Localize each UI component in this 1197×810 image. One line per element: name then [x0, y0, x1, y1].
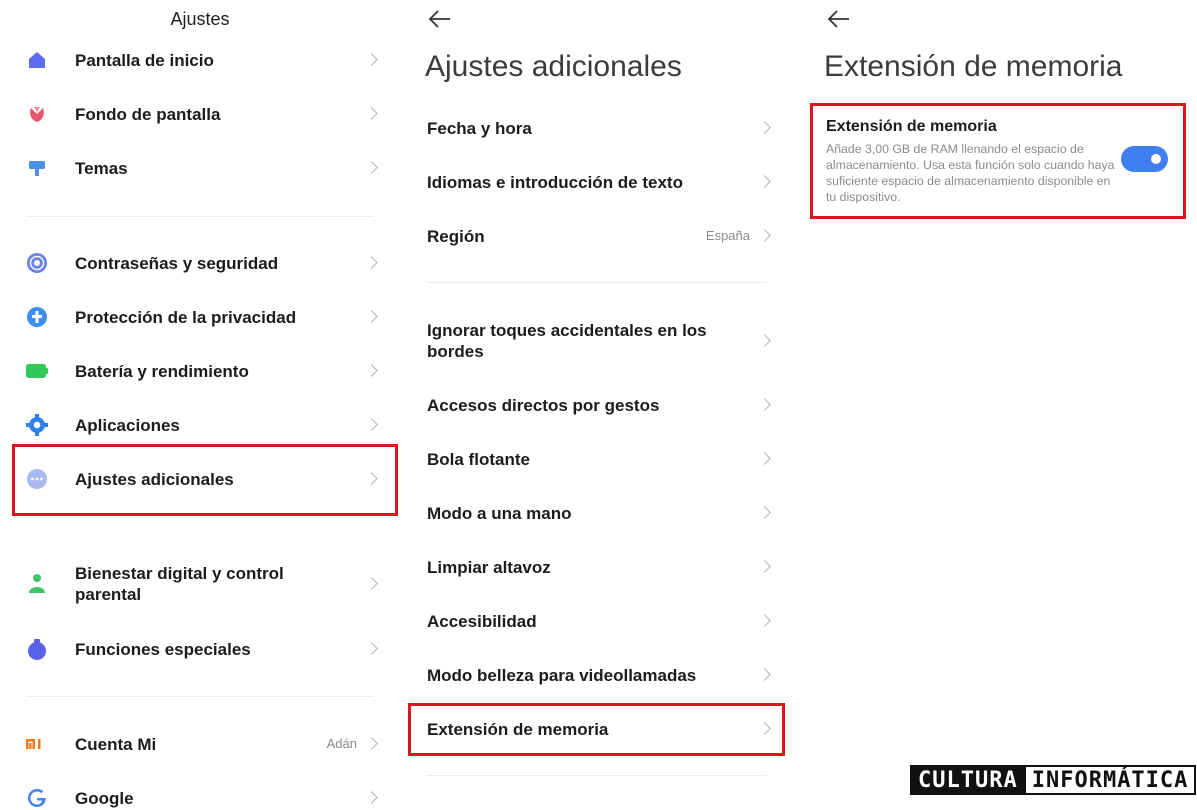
- brand-logo: [910, 765, 1196, 795]
- setting-description: Añade 3,00 GB de RAM llenando el espacio de almacenamiento. Usa esta función solo cuando haya suficiente espacio de almacenamiento disponible en tu dispositivo.: [826, 142, 1115, 204]
- settings-item-label: Extensión de memoria: [427, 719, 609, 739]
- chevron-right-icon: [365, 256, 378, 269]
- chevron-right-icon: [365, 737, 378, 750]
- settings-item-privacy[interactable]: [0, 305, 400, 329]
- settings-item-region[interactable]: [400, 224, 795, 248]
- divider: [427, 282, 767, 283]
- google-icon: [26, 787, 48, 809]
- settings-item-wallpaper[interactable]: [0, 102, 400, 126]
- settings-item-label: Ignorar toques accidentales en los bordes: [427, 321, 707, 361]
- settings-item-label: Bienestar digital y control parental: [75, 564, 284, 604]
- highlight-box: [810, 103, 1186, 219]
- chevron-right-icon: [758, 229, 771, 242]
- settings-item-apps[interactable]: [0, 413, 400, 437]
- security-target-icon: [26, 252, 48, 274]
- highlight-box: [12, 444, 398, 516]
- region-value: España: [705, 228, 750, 243]
- special-features-icon: [26, 638, 48, 660]
- settings-item-google[interactable]: [0, 786, 400, 810]
- memory-extension-panel: [795, 0, 1197, 803]
- settings-item-label: Contraseñas y seguridad: [75, 253, 279, 273]
- settings-item-passwords-security[interactable]: [0, 251, 400, 275]
- settings-item-label: Región: [427, 226, 485, 246]
- settings-item-label: Funciones especiales: [75, 639, 251, 659]
- chevron-right-icon: [365, 53, 378, 66]
- settings-item-label: Fecha y hora: [427, 118, 532, 138]
- wellbeing-person-icon: [26, 573, 48, 595]
- settings-item-floating-ball[interactable]: [400, 447, 795, 471]
- settings-item-themes[interactable]: [0, 156, 400, 180]
- chevron-right-icon: [758, 668, 771, 681]
- settings-item-label: Batería y rendimiento: [75, 361, 249, 381]
- chevron-right-icon: [758, 560, 771, 573]
- divider: [26, 696, 374, 697]
- chevron-right-icon: [758, 334, 771, 347]
- back-arrow-icon[interactable]: [428, 8, 452, 30]
- settings-item-ignore-edge-touches[interactable]: [400, 320, 795, 362]
- chevron-right-icon: [365, 418, 378, 431]
- back-arrow-icon[interactable]: [827, 8, 851, 30]
- highlight-box: [408, 703, 785, 756]
- settings-item-mi-account[interactable]: [0, 732, 400, 756]
- settings-item-one-handed-mode[interactable]: [400, 501, 795, 525]
- additional-settings-panel: [400, 0, 795, 803]
- chevron-right-icon: [365, 577, 378, 590]
- page-title: Ajustes: [170, 9, 230, 29]
- chevron-right-icon: [758, 175, 771, 188]
- chevron-right-icon: [365, 107, 378, 120]
- settings-item-label: Idiomas e introducción de texto: [427, 172, 683, 192]
- chevron-right-icon: [365, 364, 378, 377]
- brand-part-1: CULTURA: [910, 765, 1026, 795]
- settings-item-label: Aplicaciones: [75, 415, 180, 435]
- page-title: Ajustes adicionales: [425, 50, 682, 83]
- battery-icon: [26, 360, 48, 382]
- settings-item-label: Protección de la privacidad: [75, 307, 297, 327]
- settings-item-label: Limpiar altavoz: [427, 557, 551, 577]
- settings-item-label: Accesos directos por gestos: [427, 395, 660, 415]
- settings-item-special-features[interactable]: [0, 637, 400, 661]
- settings-item-label: Ajustes adicionales: [75, 469, 234, 489]
- settings-item-accessibility[interactable]: [400, 609, 795, 633]
- chevron-right-icon: [365, 791, 378, 804]
- settings-panel: [0, 0, 400, 808]
- chevron-right-icon: [758, 121, 771, 134]
- setting-title: Extensión de memoria: [826, 118, 997, 135]
- chevron-right-icon: [758, 614, 771, 627]
- chevron-right-icon: [758, 452, 771, 465]
- chevron-right-icon: [758, 398, 771, 411]
- settings-item-label: Pantalla de inicio: [75, 50, 214, 70]
- settings-item-date-time[interactable]: [400, 116, 795, 140]
- chevron-right-icon: [365, 310, 378, 323]
- settings-item-label: Cuenta Mi: [75, 734, 157, 754]
- settings-item-label: Modo a una mano: [427, 503, 572, 523]
- settings-item-label: Bola flotante: [427, 449, 530, 469]
- settings-item-label: Google: [75, 788, 134, 808]
- settings-item-battery[interactable]: [0, 359, 400, 383]
- apps-gear-icon: [26, 414, 48, 436]
- settings-item-gesture-shortcuts[interactable]: [400, 393, 795, 417]
- page-title: Extensión de memoria: [824, 50, 1123, 83]
- wallpaper-flower-icon: [26, 103, 48, 125]
- settings-item-label: Accesibilidad: [427, 611, 537, 631]
- settings-item-home-screen[interactable]: [0, 48, 400, 72]
- account-name-value: Adán: [326, 736, 357, 751]
- chevron-right-icon: [365, 642, 378, 655]
- divider: [427, 775, 767, 776]
- mi-logo-icon: [26, 733, 48, 755]
- privacy-shield-icon: [26, 306, 48, 328]
- settings-item-languages[interactable]: [400, 170, 795, 194]
- chevron-right-icon: [758, 506, 771, 519]
- settings-item-label: Temas: [75, 158, 128, 178]
- settings-item-clean-speaker[interactable]: [400, 555, 795, 579]
- themes-brush-icon: [26, 157, 48, 179]
- home-icon: [26, 49, 48, 71]
- settings-item-beauty-mode[interactable]: [400, 663, 795, 687]
- settings-item-digital-wellbeing[interactable]: [0, 563, 400, 605]
- divider: [26, 216, 374, 217]
- brand-part-2: INFORMÁTICA: [1026, 765, 1197, 795]
- settings-item-label: Fondo de pantalla: [75, 104, 221, 124]
- chevron-right-icon: [365, 161, 378, 174]
- settings-item-label: Modo belleza para videollamadas: [427, 665, 697, 685]
